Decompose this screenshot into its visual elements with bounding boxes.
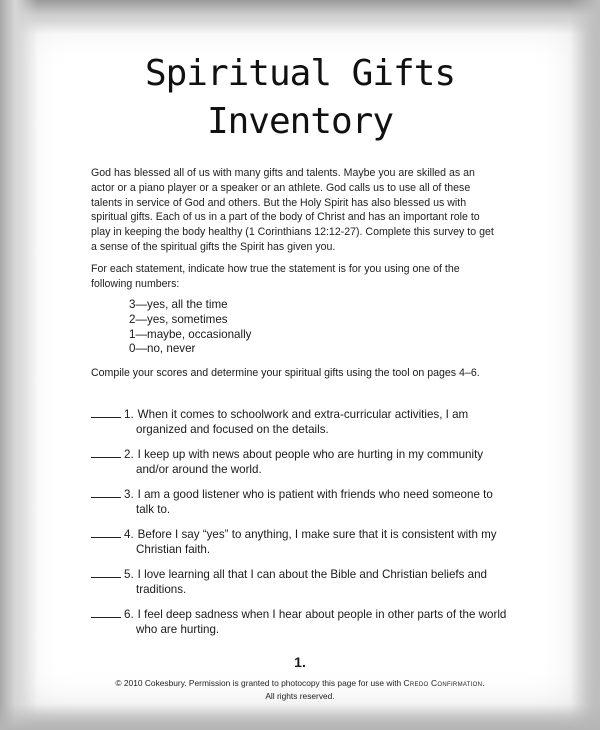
intro-paragraph: [91, 166, 535, 255]
item-text: Before I say “yes” to anything, I make sure that it is consistent with my: [137, 528, 497, 541]
page-title-line-1: Spiritual Gifts: [144, 53, 456, 94]
inventory-item-3: [91, 486, 541, 517]
item-number: 1.: [124, 408, 134, 421]
inventory-item-2: [91, 446, 541, 477]
copyright-footer: [0, 677, 600, 703]
intro-line: spiritual gifts. Each of us in a part of the body of Christ and has an important role to: [91, 211, 480, 224]
scale-item-3: 3—yes, all the time: [129, 298, 228, 311]
intro-line: a sense of the spiritual gifts the Spirit has given you.: [91, 240, 336, 253]
instructions-paragraph: [91, 262, 511, 292]
answer-blank[interactable]: [91, 526, 121, 538]
compile-note: Compile your scores and determine your spiritual gifts using the tool on pages 4–6.: [91, 367, 480, 379]
grunge-border-top: [0, 0, 600, 34]
item-text: I feel deep sadness when I hear about people in other parts of the world: [137, 608, 507, 621]
footer-period: .: [482, 678, 485, 688]
intro-line: talents in service of God and others. But the Holy Spirit has also blessed us with: [91, 196, 467, 209]
item-text-continued: and/or around the world.: [136, 463, 262, 477]
item-text: I am a good listener who is patient with friends who need someone to: [137, 488, 493, 501]
rating-scale: [129, 298, 251, 357]
intro-line: play in keeping the body healthy (1 Corinthians 12:12-27). Complete this survey to get: [91, 226, 494, 239]
footer-line-1: [0, 677, 600, 690]
answer-blank[interactable]: [91, 606, 121, 618]
scale-item-2: 2—yes, sometimes: [129, 312, 228, 326]
item-number: 2.: [124, 448, 134, 461]
item-number: 5.: [124, 568, 134, 581]
item-text-continued: organized and focused on the details.: [136, 423, 329, 437]
inventory-item-6: [91, 606, 541, 637]
inventory-item-5: [91, 566, 541, 597]
item-text: I keep up with news about people who are hurting in my community: [137, 448, 484, 461]
item-text-continued: traditions.: [136, 583, 187, 597]
intro-line: God has blessed all of us with many gifts and talents. Maybe you are skilled as an: [91, 167, 475, 179]
item-number: 4.: [124, 528, 134, 541]
item-number: 6.: [124, 608, 134, 621]
answer-blank[interactable]: [91, 406, 121, 418]
answer-blank[interactable]: [91, 486, 121, 498]
inventory-item-1: [91, 406, 541, 437]
intro-line: actor or a piano player or a speaker or an athlete. God calls us to use all of these: [91, 181, 471, 194]
answer-blank[interactable]: [91, 566, 121, 578]
item-text-continued: who are hurting.: [136, 623, 220, 637]
item-number: 3.: [124, 488, 134, 501]
answer-blank[interactable]: [91, 446, 121, 458]
grunge-border-bottom: [0, 704, 600, 730]
item-text: When it comes to schoolwork and extra-curricular activities, I am: [137, 408, 469, 421]
instructions-line: For each statement, indicate how true the statement is for you using one of the: [91, 263, 460, 275]
instructions-line: following numbers:: [91, 277, 180, 290]
footer-line-2: All rights reserved.: [265, 691, 335, 701]
footer-permission-text: © 2010 Cokesbury. Permission is granted to photocopy this page for use with: [115, 678, 402, 688]
page-number: 1.: [294, 654, 306, 670]
item-text: I love learning all that I can about the Bible and Christian beliefs and: [137, 568, 487, 581]
scale-item-0: 0—no, never: [129, 342, 196, 356]
inventory-item-4: [91, 526, 541, 557]
footer-title: Credo Confirmation: [403, 678, 483, 688]
item-text-continued: Christian faith.: [136, 543, 211, 557]
scale-item-1: 1—maybe, occasionally: [129, 327, 252, 341]
item-text-continued: talk to.: [136, 503, 171, 517]
page-title-line-2: Inventory: [206, 101, 394, 142]
